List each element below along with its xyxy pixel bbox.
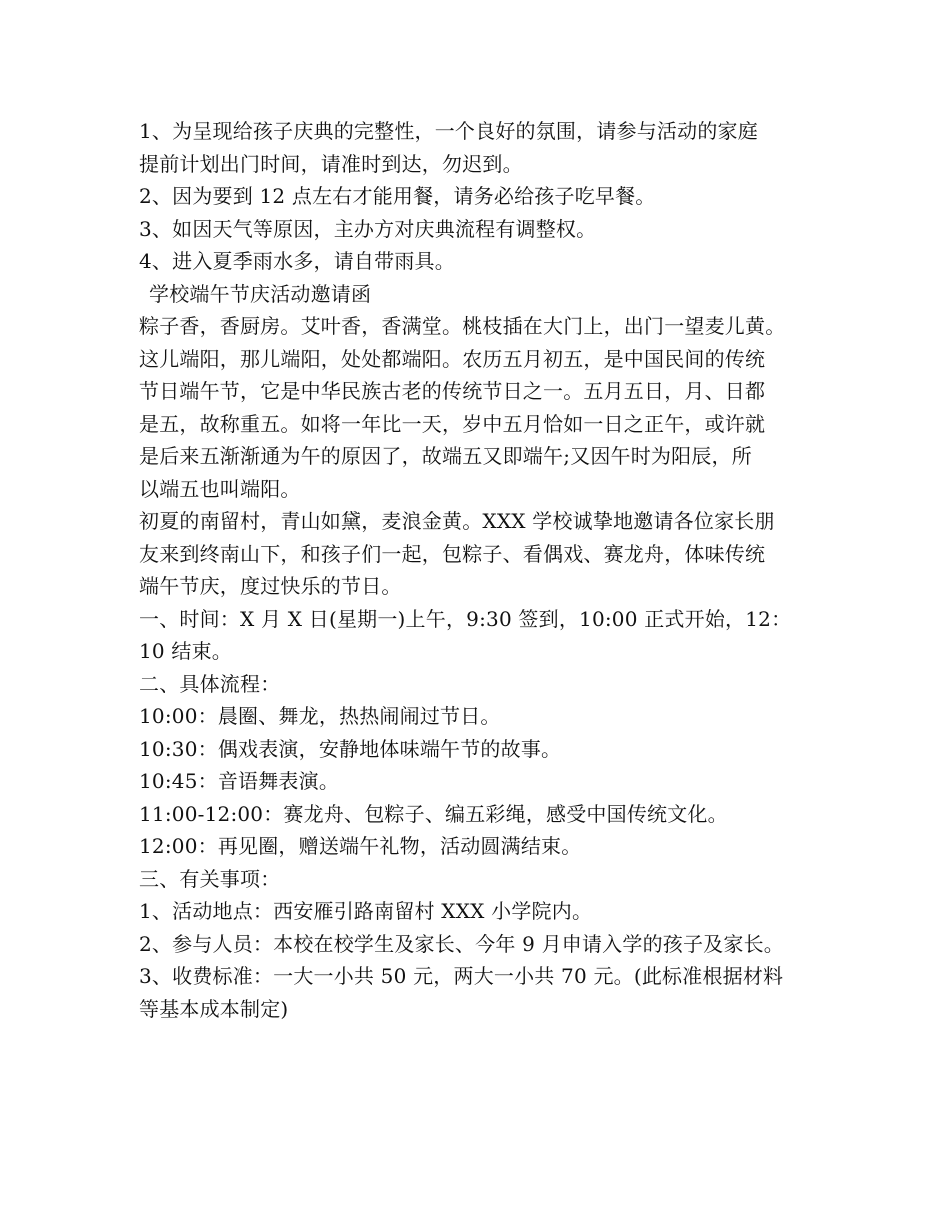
notice-line-1a: 1、为呈现给孩子庆典的完整性，一个良好的氛围，请参与活动的家庭 bbox=[139, 119, 758, 143]
invitation-title: 学校端午节庆活动邀请函 bbox=[149, 281, 372, 306]
notice-line-1b: 提前计划出门时间，请准时到达，勿迟到。 bbox=[139, 151, 523, 176]
notice-line-4: 4、进入夏季雨水多，请自带雨具。 bbox=[139, 249, 455, 273]
notice-line-3: 3、如因天气等原因，主办方对庆典流程有调整权。 bbox=[139, 216, 597, 241]
matters-item-participants: 2、参与人员：本校在校学生及家长、今年 9 月申请入学的孩子及家长。 bbox=[139, 931, 784, 956]
schedule-item-1200: 12:00：再见圈，赠送端午礼物，活动圆满结束。 bbox=[139, 834, 582, 858]
schedule-item-1100: 11:00-12:00：赛龙舟、包粽子、编五彩绳，感受中国传统文化。 bbox=[139, 801, 728, 826]
invite-paragraph-line-3: 端午节庆，度过快乐的节日。 bbox=[139, 574, 402, 598]
time-line-2: 10 结束。 bbox=[139, 639, 233, 663]
intro-paragraph-line-3: 节日端午节，它是中华民族古老的传统节日之一。五月五日，月、日都 bbox=[139, 379, 766, 403]
schedule-item-1000: 10:00：晨圈、舞龙，热热闹闹过节日。 bbox=[139, 704, 501, 728]
intro-paragraph-line-5: 是后来五渐渐通为午的原因了，故端五又即端午;又因午时为阳辰，所 bbox=[139, 444, 752, 468]
intro-paragraph-line-4: 是五，故称重五。如将一年比一天，岁中五月恰如一日之正午，或许就 bbox=[139, 411, 766, 436]
intro-paragraph-line-1: 粽子香，香厨房。艾叶香，香满堂。桃枝插在大门上，出门一望麦儿黄。 bbox=[139, 314, 786, 338]
invite-paragraph-line-1: 初夏的南留村，青山如黛，麦浪金黄。XXX 学校诚挚地邀请各位家长朋 bbox=[139, 509, 775, 533]
matters-heading: 三、有关事项： bbox=[139, 866, 281, 891]
time-line-1: 一、时间：X 月 X 日(星期一)上午，9:30 签到，10:00 正式开始，12： bbox=[139, 606, 792, 631]
schedule-item-1045: 10:45：音语舞表演。 bbox=[139, 769, 340, 793]
document-body bbox=[139, 115, 839, 1025]
notice-line-2: 2、因为要到 12 点左右才能用餐，请务必给孩子吃早餐。 bbox=[139, 184, 656, 208]
invite-paragraph-line-2: 友来到终南山下，和孩子们一起，包粽子、看偶戏、赛龙舟，体味传统 bbox=[139, 541, 766, 566]
schedule-item-1030: 10:30：偶戏表演，安静地体味端午节的故事。 bbox=[139, 736, 562, 761]
intro-paragraph-line-6: 以端五也叫端阳。 bbox=[139, 476, 301, 501]
matters-item-fees-line-2: 等基本成本制定) bbox=[139, 996, 289, 1021]
intro-paragraph-line-2: 这儿端阳，那儿端阳，处处都端阳。农历五月初五，是中国民间的传统 bbox=[139, 346, 766, 371]
matters-item-location: 1、活动地点：西安雁引路南留村 XXX 小学院内。 bbox=[139, 899, 593, 923]
matters-item-fees-line-1: 3、收费标准：一大一小共 50 元，两大一小共 70 元。(此标准根据材料 bbox=[139, 964, 784, 988]
schedule-heading: 二、具体流程： bbox=[139, 671, 281, 696]
